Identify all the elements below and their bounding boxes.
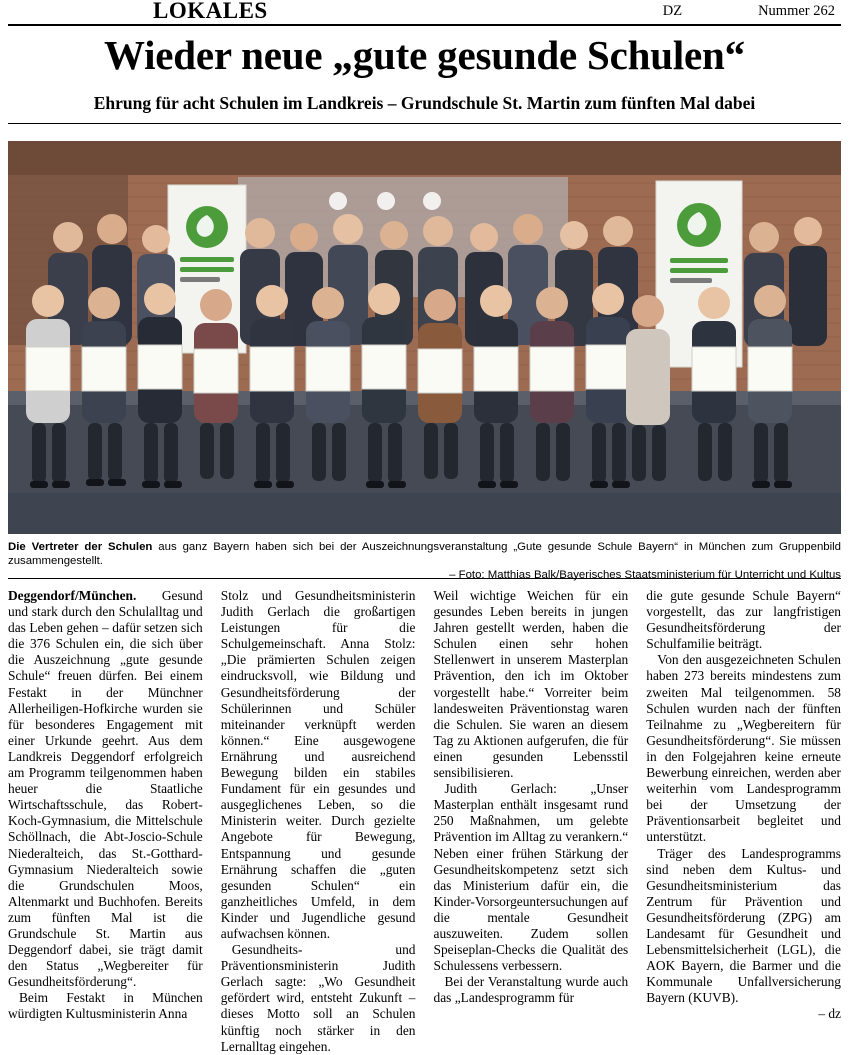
caption-text: aus ganz Bayern haben sich bei der Auszeichnungsveranstaltung „Gute gesunde Schule Bayern“ in München zum Gruppenbild zusammengestellt. bbox=[8, 541, 842, 567]
paragraph bbox=[8, 588, 203, 990]
paragraph: Gesundheits- und Präventionsministerin Judith Gerlach sagte: „Wo Gesundheit gefördert wird, entsteht Zukunft – dieses Motto soll an Schulen künftig noch stärker in den Lernalltag eingehen. bbox=[220, 942, 416, 1054]
author-signature: – dz bbox=[818, 1006, 841, 1022]
article-photo bbox=[8, 141, 841, 534]
divider-below-caption bbox=[8, 578, 841, 579]
column-3 bbox=[434, 588, 629, 1055]
section-title: LOKALES bbox=[153, 0, 268, 23]
column-2 bbox=[221, 588, 416, 1055]
dateline: Deggendorf/München. bbox=[8, 588, 137, 603]
page-title: Wieder neue „gute gesunde Schulen“ bbox=[104, 32, 745, 78]
article-body bbox=[8, 588, 841, 1055]
issue-number: Nummer 262 bbox=[758, 3, 835, 19]
masthead-meta bbox=[663, 0, 835, 22]
paragraph: Stolz und Gesundheitsministerin Judith Gerlach die großartigen Leistungen für die Schulgemeinschaft. Anna Stolz: „Die prämierten Schulen zeigen eindrucksvoll, wie Bildung und Gesundheitsförderung der Schülerinnen und Schüler miteinander verknüpft werden können.“ Eine ausgewogene Ernährung und ausreichend Bewegung bilden ein stabiles Fundament für ein gesundes und ausgeglichenes Leben, so die Ministerin weiter. Durch gezielte Angebote für Bewegung, Entspannung und gesunde Ernährung schaffen die „guten gesunden Schulen“ ein ganzheitliches Umfeld, in dem Kinder und Jugendliche gesund aufwachsen können. bbox=[220, 588, 416, 941]
photo-credit: – Foto: Matthias Balk/Bayerisches Staatsministerium für Unterricht und Kultus bbox=[449, 569, 841, 582]
paragraph: Träger des Landesprogramms sind neben dem Kultus- und Gesundheitsministerium das Zentrum für Prävention und Gesundheitsförderung (ZPG) am Landesamt für Gesundheit und Lebensmittelsicherheit (LGL), die AOK Bayern, die Barmer und die Kommunale Unfallversicherung Bayern (KUVB). bbox=[646, 845, 841, 1006]
paragraph: Beim Festakt in München würdigten Kultusministerin Anna bbox=[8, 990, 203, 1022]
paragraph: Von den ausgezeichneten Schulen haben 273 bereits mindestens zum zweiten Mal teilgenommen. 58 Schulen wurden nach der fünften Teilnahme zu „Wegbereitern für Gesundheitsförderung“. Sie müssen in den Folgejahren keine erneute Bewerbung einreichen, werden aber weiterhin vom Landesprogramm bei der Umsetzung der Präventionsarbeit begleitet und unterstützt. bbox=[646, 652, 841, 845]
divider bbox=[8, 123, 841, 124]
caption-lead: Die Vertreter der Schulen bbox=[8, 541, 153, 553]
paragraph: die gute gesunde Schule Bayern“ vorgestellt, das zur langfristigen Gesundheitsförderung der Schulfamilie beiträgt. bbox=[646, 588, 841, 652]
paragraph: Weil wichtige Weichen für ein gesundes Leben bereits in jungen Jahren gestellt werden, haben die Schulen einen sehr hohen Stellenwert in unserem Masterplan Prävention, den ich im Oktober vorgestellt habe.“ Vorreiter beim landesweiten Präventionstag waren die Schulen. Sie waren an diesem Tag zu Aktionen aufgerufen, die für einen gesunden Lebensstil sensibilisieren. bbox=[433, 588, 629, 781]
column-4 bbox=[646, 588, 841, 1055]
masthead bbox=[8, 0, 841, 26]
group-photo-illustration bbox=[8, 141, 841, 534]
column-1 bbox=[8, 588, 203, 1055]
paragraph: Bei der Veranstaltung wurde auch das „Landesprogramm für bbox=[433, 974, 629, 1006]
photo-caption bbox=[8, 541, 841, 583]
headline-block bbox=[8, 32, 841, 124]
subheadline: Ehrung für acht Schulen im Landkreis – Grundschule St. Martin zum fünften Mal dabei bbox=[93, 93, 756, 113]
edition-code: DZ bbox=[662, 3, 683, 19]
paragraph-text: Gesund und stark durch den Schulalltag und das Leben gehen – dafür setzen sich die 376 Schulen ein, die sich über die Auszeichnung „gute gesunde Schule“ freuen dürfen. Bei einem Festakt in der Münchner Allerheiligen-Hofkirche wurden sie für besonderes Engagement mit einer Urkunde geehrt. Aus dem Landkreis Deggendorf erfolgreich am Programm teilgenommen haben heuer die Staatliche Wirtschaftsschule, das Robert-Koch-Gymnasium, die Mittelschule Schöllnach, die Abt-Joscio-Schule Niederalteich, das St.-Gotthard-Gymnasium Niederalteich sowie die Grundschulen Moos, Altenmarkt und Buchhofen. Bereits zum fünften Mal ist die Grundschule St. Martin aus Deggendorf dabei, sie trägt damit den Status „Wegbereiter für Gesundheitsförderung“. bbox=[8, 588, 203, 990]
paragraph: Judith Gerlach: „Unser Masterplan enthält insgesamt rund 250 Maßnahmen, um gelebte Prävention im Alltag zu verankern.“ Neben einer frühen Stärkung der Gesundheitskompetenz setzt sich das Ministerium dafür ein, die Kinder-Vorsorgeuntersuchungen auf die mentale Gesundheit auszuweiten. Zudem sollen Speiseplan-Checks die Qualität des Schulessens verbessern. bbox=[433, 781, 629, 974]
